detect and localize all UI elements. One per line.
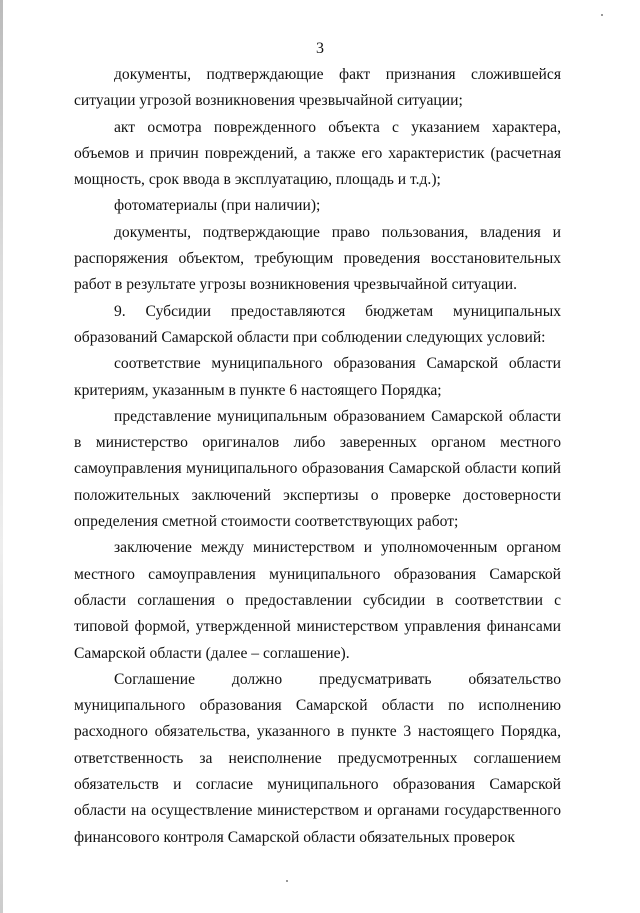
paragraph-documents-emergency: документы, подтверждающие факт признания сложившейся ситуации угрозой возникновения чрезвычайной ситуации;	[74, 66, 561, 110]
paragraph-item-9: 9. Субсидии предоставляются бюджетам муниципальных образований Самарской области при соблюдении следующих условий:	[74, 302, 561, 346]
scan-speck	[601, 14, 603, 16]
document-body	[74, 62, 561, 851]
paragraph-criteria: соответствие муниципального образования Самарской области критериям, указанным в пункте 6 настоящего Порядка;	[74, 355, 561, 399]
paragraph-ownership-documents: документы, подтверждающие право пользования, владения и распоряжения объектом, требующим проведения восстановительных работ в результате угрозы возникновения чрезвычайной ситуации.	[74, 223, 561, 294]
paragraph-inspection-act: акт осмотра поврежденного объекта с указанием характера, объемов и причин повреждений, а также его характеристик (расчетная мощность, срок ввода в эксплуатацию, площадь и т.д.);	[74, 118, 561, 189]
paragraph-agreement: заключение между министерством и уполномоченным органом местного самоуправления муниципального образования Самарской области соглашения о предоставлении субсидии в соответствии с типовой формой, утвержденной министерством управления финансами Самарской области (далее – соглашение).	[74, 539, 561, 662]
page-number: 3	[316, 40, 324, 57]
paragraph-photos: фотоматериалы (при наличии);	[114, 197, 321, 215]
paragraph-agreement-obligations: Соглашение должно предусматривать обязательство муниципального образования Самарской области по исполнению расходного обязательства, указанного в пункте 3 настоящего Порядка, ответственность за неисполнение предусмотренных соглашением обязательств и согласие муниципального образования Самарской области на осуществление министерством и органами государственного финансового контроля Самарской области обязательных проверок	[74, 670, 561, 846]
scan-edge-shadow	[0, 0, 3, 913]
scan-speck	[286, 880, 288, 882]
paragraph-expert-conclusions: представление муниципальным образованием Самарской области в министерство оригиналов либо заверенных органом местного самоуправления муниципального образования Самарской области копий положительных заключений экспертизы о проверке достоверности определения сметной стоимости соответствующих работ;	[74, 407, 561, 531]
